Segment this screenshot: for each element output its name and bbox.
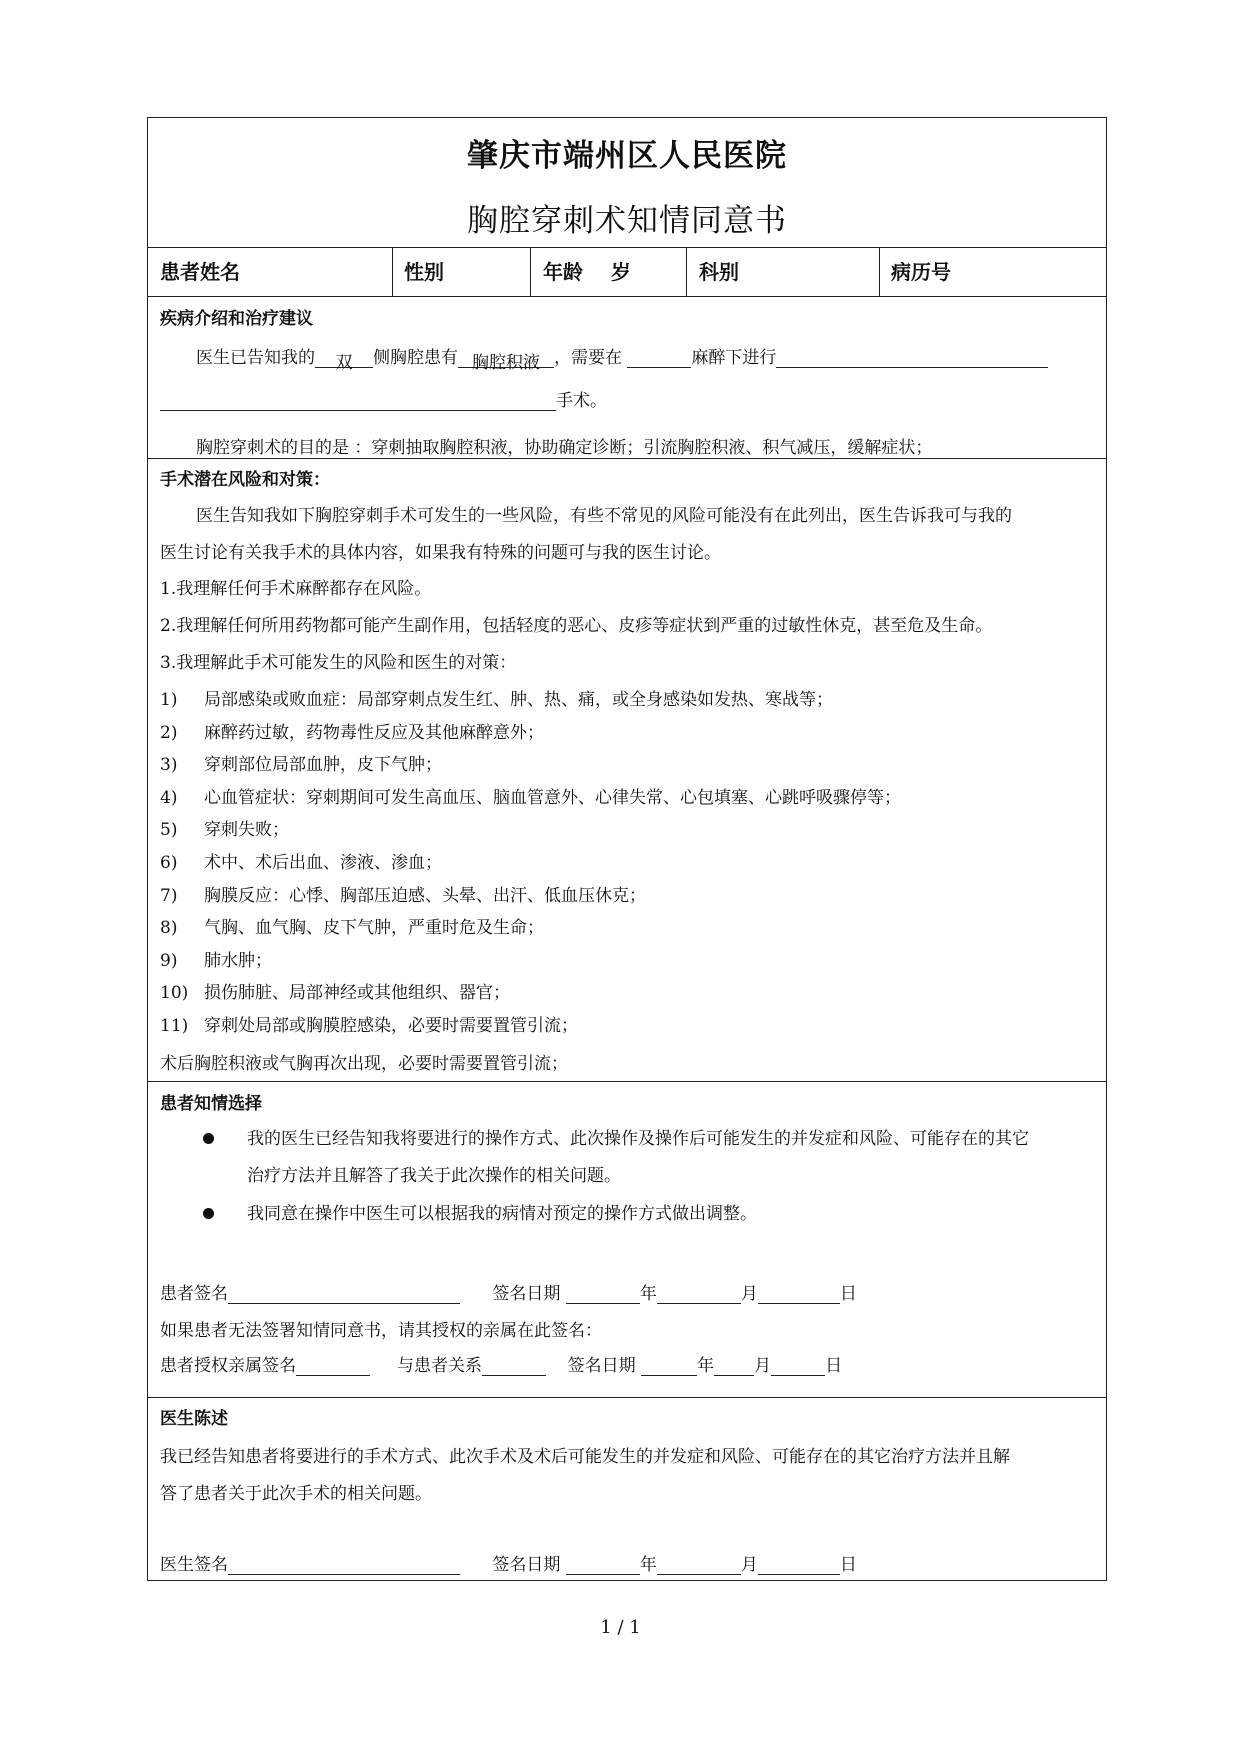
risk-item (160, 783, 901, 808)
day-field[interactable] (771, 1356, 825, 1376)
risk-item-number: 2) (160, 723, 178, 743)
risk-item-number: 10) (160, 983, 189, 1003)
risk-item-number: 4) (160, 788, 178, 808)
intro-line-1: 医生已告知我的 双 侧胸腔患有 胸腔积液 ，需要在 麻醉下进行 (196, 343, 1048, 368)
divider (148, 458, 1106, 459)
consent-bullet-1-line-1: 我的医生已经告知我将要进行的操作方式、此次操作及操作后可能发生的并发症和风险、可能存在的其它 (247, 1129, 1029, 1149)
risk-item-number: 1) (160, 690, 178, 710)
risk-item (160, 718, 544, 743)
risk-point-3: 3.我理解此手术可能发生的风险和医生的对策： (160, 653, 517, 673)
form-title: 胸腔穿刺术知情同意书 (467, 203, 787, 239)
side-field[interactable]: 双 (315, 348, 373, 368)
doctor-signature-field[interactable] (228, 1555, 460, 1575)
gender-label: 性别 (404, 260, 444, 284)
disease-field[interactable]: 胸腔积液 (458, 348, 554, 368)
risk-item-number: 9) (160, 951, 178, 971)
patient-signature-field[interactable] (228, 1284, 460, 1304)
risk-item (160, 750, 442, 775)
risk-item-text: 穿刺部位局部血肿，皮下气肿； (204, 755, 442, 775)
risk-item-text: 气胸、血气胸、皮下气肿，严重时危及生命； (204, 918, 544, 938)
doctor-heading: 医生陈述 (160, 1409, 228, 1429)
risk-item-text: 肺水肿； (204, 951, 272, 971)
doctor-statement-line-1: 我已经告知患者将要进行的手术方式、此次手术及术后可能发生的并发症和风险、可能存在的其它治疗方法并且解 (160, 1447, 1010, 1467)
year-field[interactable] (566, 1284, 640, 1304)
intro-line-2: 手术。 (160, 386, 607, 411)
doctor-signature-row: 医生签名 签名日期 年 月 日 (160, 1555, 857, 1575)
hospital-name: 肇庆市端州区人民医院 (467, 138, 787, 174)
year-field[interactable] (566, 1555, 640, 1575)
purpose-text: 胸腔穿刺术的目的是 ：穿刺抽取胸腔积液，协助确定诊断；引流胸腔积液、积气减压，缓解症状； (196, 438, 933, 458)
divider (686, 247, 687, 296)
risks-heading: 手术潜在风险和对策： (160, 470, 330, 490)
risk-item-text: 局部感染或败血症：局部穿刺点发生红、肿、热、痛，或全身感染如发热、寒战等； (204, 690, 833, 710)
risk-item-number: 7) (160, 886, 178, 906)
page-number: 1 / 1 (600, 1617, 641, 1638)
patient-name-label: 患者姓名 (160, 260, 240, 284)
year-field[interactable] (641, 1356, 697, 1376)
relation-field[interactable] (482, 1356, 546, 1376)
risks-closing: 术后胸腔积液或气胸再次出现，必要时需要置管引流； (160, 1054, 568, 1074)
consent-bullet-1-line-2: 治疗方法并且解答了我关于此次操作的相关问题。 (247, 1166, 621, 1186)
risk-item-text: 胸膜反应：心悸、胸部压迫感、头晕、出汗、低血压休克； (204, 886, 646, 906)
procedure-field-cont[interactable] (160, 391, 556, 411)
risks-para-line-2: 医生讨论有关我手术的具体内容，如果我有特殊的问题可与我的医生讨论。 (160, 543, 721, 563)
risk-item-number: 8) (160, 918, 178, 938)
risk-point-2: 2.我理解任何所用药物都可能产生副作用，包括轻度的恶心、皮疹等症状到严重的过敏性休克，甚至危及生命。 (160, 616, 993, 636)
month-field[interactable] (657, 1284, 741, 1304)
divider (530, 247, 531, 296)
risk-item (160, 1011, 578, 1036)
divider (148, 296, 1106, 297)
risk-item (160, 881, 646, 906)
risk-item-number: 3) (160, 755, 178, 775)
proxy-signature-row: 患者授权亲属签名 与患者关系 签名日期 年 月 日 (160, 1356, 843, 1376)
risk-item-text: 术中、术后出血、渗液、渗血； (204, 853, 442, 873)
department-label: 科别 (699, 260, 739, 284)
risk-item-number: 11) (160, 1016, 189, 1036)
doctor-statement-line-2: 答了患者关于此次手术的相关问题。 (160, 1484, 432, 1504)
risk-item-text: 穿刺失败； (204, 820, 289, 840)
patient-signature-row: 患者签名 签名日期 年 月 日 (160, 1284, 857, 1304)
risk-item-number: 5) (160, 820, 178, 840)
risk-item (160, 815, 289, 840)
day-field[interactable] (758, 1555, 840, 1575)
risk-item-text: 心血管症状：穿刺期间可发生高血压、脑血管意外、心律失常、心包填塞、心跳呼吸骤停等； (204, 788, 901, 808)
proxy-note: 如果患者无法签署知情同意书，请其授权的亲属在此签名： (160, 1321, 602, 1341)
day-field[interactable] (758, 1284, 840, 1304)
risk-item-text: 麻醉药过敏，药物毒性反应及其他麻醉意外； (204, 723, 544, 743)
bullet-icon (203, 1133, 214, 1144)
risk-point-1: 1.我理解任何手术麻醉都存在风险。 (160, 579, 432, 599)
risk-item-text: 穿刺处局部或胸膜腔感染，必要时需要置管引流； (204, 1016, 578, 1036)
intro-heading: 疾病介绍和治疗建议 (160, 309, 313, 329)
divider (148, 1397, 1106, 1398)
risk-item (160, 946, 272, 971)
consent-form (147, 117, 1107, 1581)
divider (392, 247, 393, 296)
anesthesia-field[interactable] (627, 348, 691, 368)
risk-item (160, 685, 833, 710)
divider (148, 1081, 1106, 1082)
risk-item-number: 6) (160, 853, 178, 873)
month-field[interactable] (657, 1555, 741, 1575)
procedure-field[interactable] (776, 348, 1048, 368)
risk-item-text: 损伤肺脏、局部神经或其他组织、器官； (204, 983, 510, 1003)
medical-record-label: 病历号 (891, 260, 951, 284)
bullet-icon (203, 1208, 214, 1219)
proxy-signature-field[interactable] (296, 1356, 370, 1376)
risks-para-line-1: 医生告知我如下胸腔穿刺手术可发生的一些风险，有些不常见的风险可能没有在此列出，医生告诉我可与我的 (196, 506, 1012, 526)
divider (879, 247, 880, 296)
consent-bullet-2: 我同意在操作中医生可以根据我的病情对预定的操作方式做出调整。 (247, 1204, 757, 1224)
consent-heading: 患者知情选择 (160, 1094, 262, 1114)
month-field[interactable] (714, 1356, 754, 1376)
risk-item (160, 913, 544, 938)
age-label: 年龄 岁 (543, 260, 631, 284)
risk-item (160, 848, 442, 873)
risk-item (160, 978, 510, 1003)
